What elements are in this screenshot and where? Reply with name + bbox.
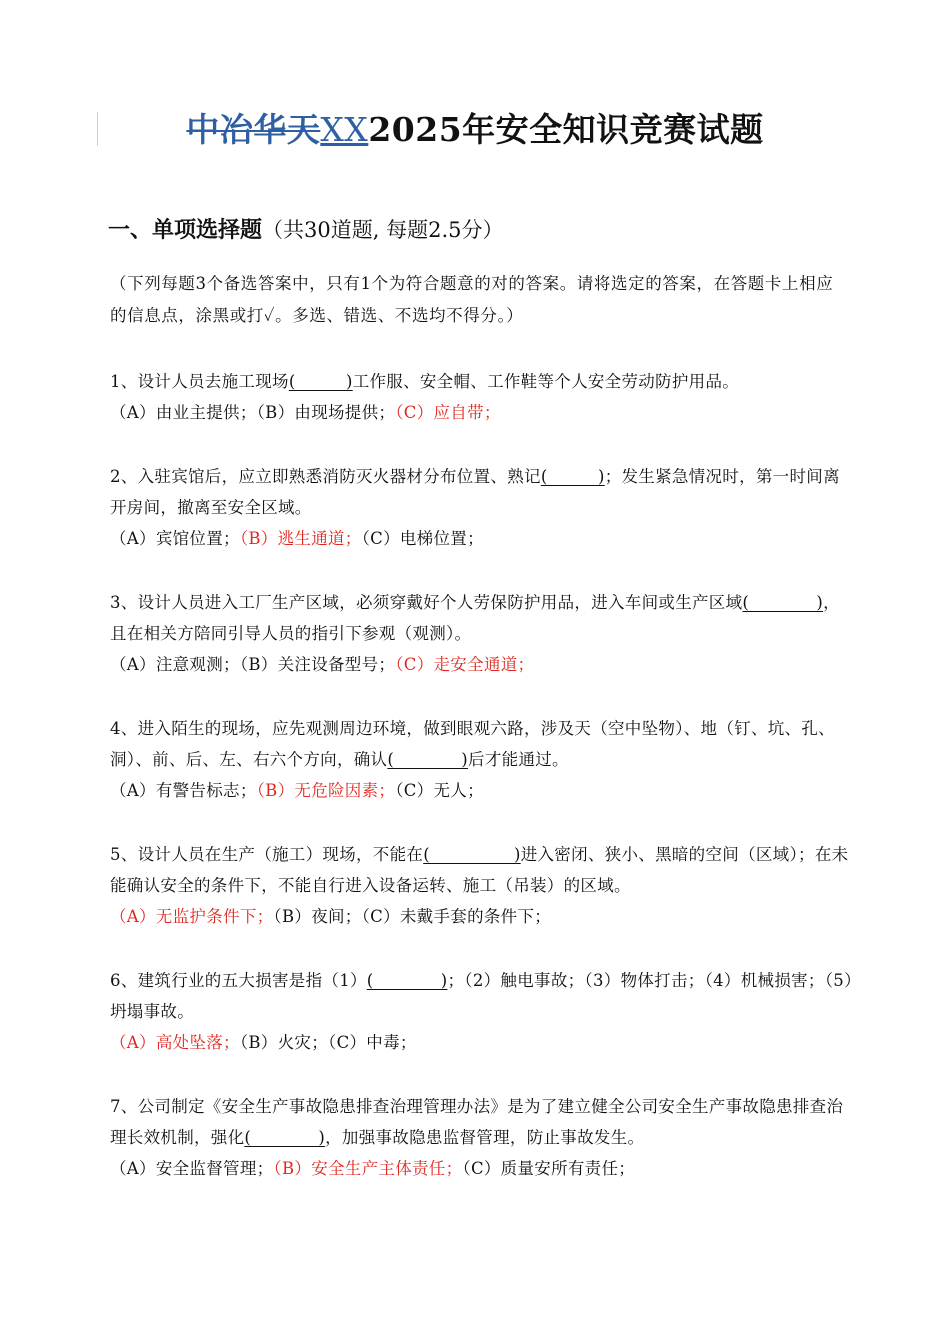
option-c: （C）无人； [395, 781, 484, 800]
title-strikethrough: 中冶华天 [186, 110, 321, 149]
option-c: （C）电梯位置； [361, 529, 484, 548]
option-a: （A）无监护条件下； [110, 907, 274, 926]
option-b: （B）火灾； [239, 1033, 329, 1052]
answer-blank: ( ) [366, 971, 448, 990]
option-a: （A）安全监督管理； [110, 1159, 274, 1178]
option-a: （A）宾馆位置； [110, 529, 240, 548]
options-row [110, 523, 855, 554]
section-title: 一、单项选择题 [108, 217, 263, 243]
options-row [110, 397, 855, 428]
question-1 [110, 366, 855, 428]
question-text [110, 587, 855, 649]
question-5 [110, 839, 855, 932]
question-4 [110, 713, 855, 806]
answer-blank: ( ) [387, 750, 469, 769]
option-b: （B）安全生产主体责任； [273, 1159, 463, 1178]
option-c: （C）应自带； [395, 403, 501, 422]
option-a: （A）高处坠落； [110, 1033, 240, 1052]
question-stem-continued: ；发生紧急情况时，第一时间离开房间，撤离至安全区域。 [110, 467, 840, 517]
question-text [110, 1091, 855, 1153]
option-b: （B）关注设备型号； [239, 655, 396, 674]
question-2 [110, 461, 855, 554]
option-c: （C）未戴手套的条件下； [361, 907, 552, 926]
title-text: 2025年安全知识竞赛试题 [368, 110, 764, 149]
answer-blank: ( ) [288, 372, 353, 391]
question-text [110, 366, 855, 397]
option-b: （B）夜间； [273, 907, 362, 926]
question-text [110, 461, 855, 523]
question-text [110, 839, 855, 901]
question-stem-continued: ，加强事故隐患监督管理，防止事故发生。 [325, 1128, 645, 1147]
answer-blank: ( ) [423, 845, 521, 864]
question-text [110, 713, 855, 775]
question-7 [110, 1091, 855, 1184]
option-c: （C）中毒； [328, 1033, 417, 1052]
options-row [110, 775, 855, 806]
option-c: （C）质量安所有责任； [462, 1159, 636, 1178]
question-stem: 5、设计人员在生产（施工）现场，不能在 [110, 845, 424, 864]
option-c: （C）走安全通道； [395, 655, 535, 674]
options-row [110, 1027, 855, 1058]
options-row [110, 1153, 855, 1184]
answer-blank: ( ) [244, 1128, 326, 1147]
option-b: （B）逃生通道； [239, 529, 362, 548]
options-row [110, 901, 855, 932]
question-stem: 7、公司制定《安全生产事故隐患排查治理管理办法》是为了建立健全公司安全生产事故隐患排查治理长效机制，强化 [110, 1097, 844, 1147]
question-stem: 2、入驻宾馆后，应立即熟悉消防灭火器材分布位置、熟记 [110, 467, 541, 486]
instructions: （下列每题3个备选答案中，只有1个为符合题意的对的答案。请将选定的答案，在答题卡上相应的信息点，涂黑或打✓。多选、错选、不选均不得分。） [110, 274, 834, 325]
option-a: （A）有警告标志； [110, 781, 257, 800]
question-text [110, 965, 855, 1027]
question-6 [110, 965, 855, 1058]
section-heading [108, 213, 503, 244]
option-b: （B）无危险因素； [256, 781, 396, 800]
page-title [0, 104, 950, 151]
answer-blank: ( ) [742, 593, 824, 612]
question-stem: 1、设计人员去施工现场 [110, 372, 289, 391]
section-note: （共30道题, 每题2.5分） [262, 218, 504, 242]
question-stem: 3、设计人员进入工厂生产区域，必须穿戴好个人劳保防护用品，进入车间或生产区域 [110, 593, 743, 612]
option-b: （B）由现场提供； [256, 403, 396, 422]
question-stem-continued: ，且在相关方陪同引导人员的指引下参观（观测）。 [110, 593, 840, 643]
answer-blank: ( ) [540, 467, 605, 486]
question-stem-continued: 工作服、安全帽、工作鞋等个人安全劳动防护用品。 [352, 372, 740, 391]
options-row [110, 649, 855, 680]
question-stem: 6、建筑行业的五大损害是指（1） [110, 971, 367, 990]
question-3 [110, 587, 855, 680]
title-placeholder: XX [320, 110, 369, 149]
option-a: （A）由业主提供； [110, 403, 257, 422]
question-stem-continued: ；（2）触电事故；（3）物体打击；（4）机械损害；（5）坍塌事故。 [110, 971, 853, 1021]
option-a: （A）注意观测； [110, 655, 240, 674]
question-stem-continued: 进入密闭、狭小、黑暗的空间（区域）；在未能确认安全的条件下，不能自行进入设备运转、施工（吊装）的区域。 [110, 845, 849, 895]
question-stem: 4、进入陌生的现场，应先观测周边环境，做到眼观六路，涉及天（空中坠物）、地（钉、坑、孔、洞）、前、后、左、右六个方向，确认 [110, 719, 835, 769]
question-stem-continued: 后才能通过。 [468, 750, 569, 769]
